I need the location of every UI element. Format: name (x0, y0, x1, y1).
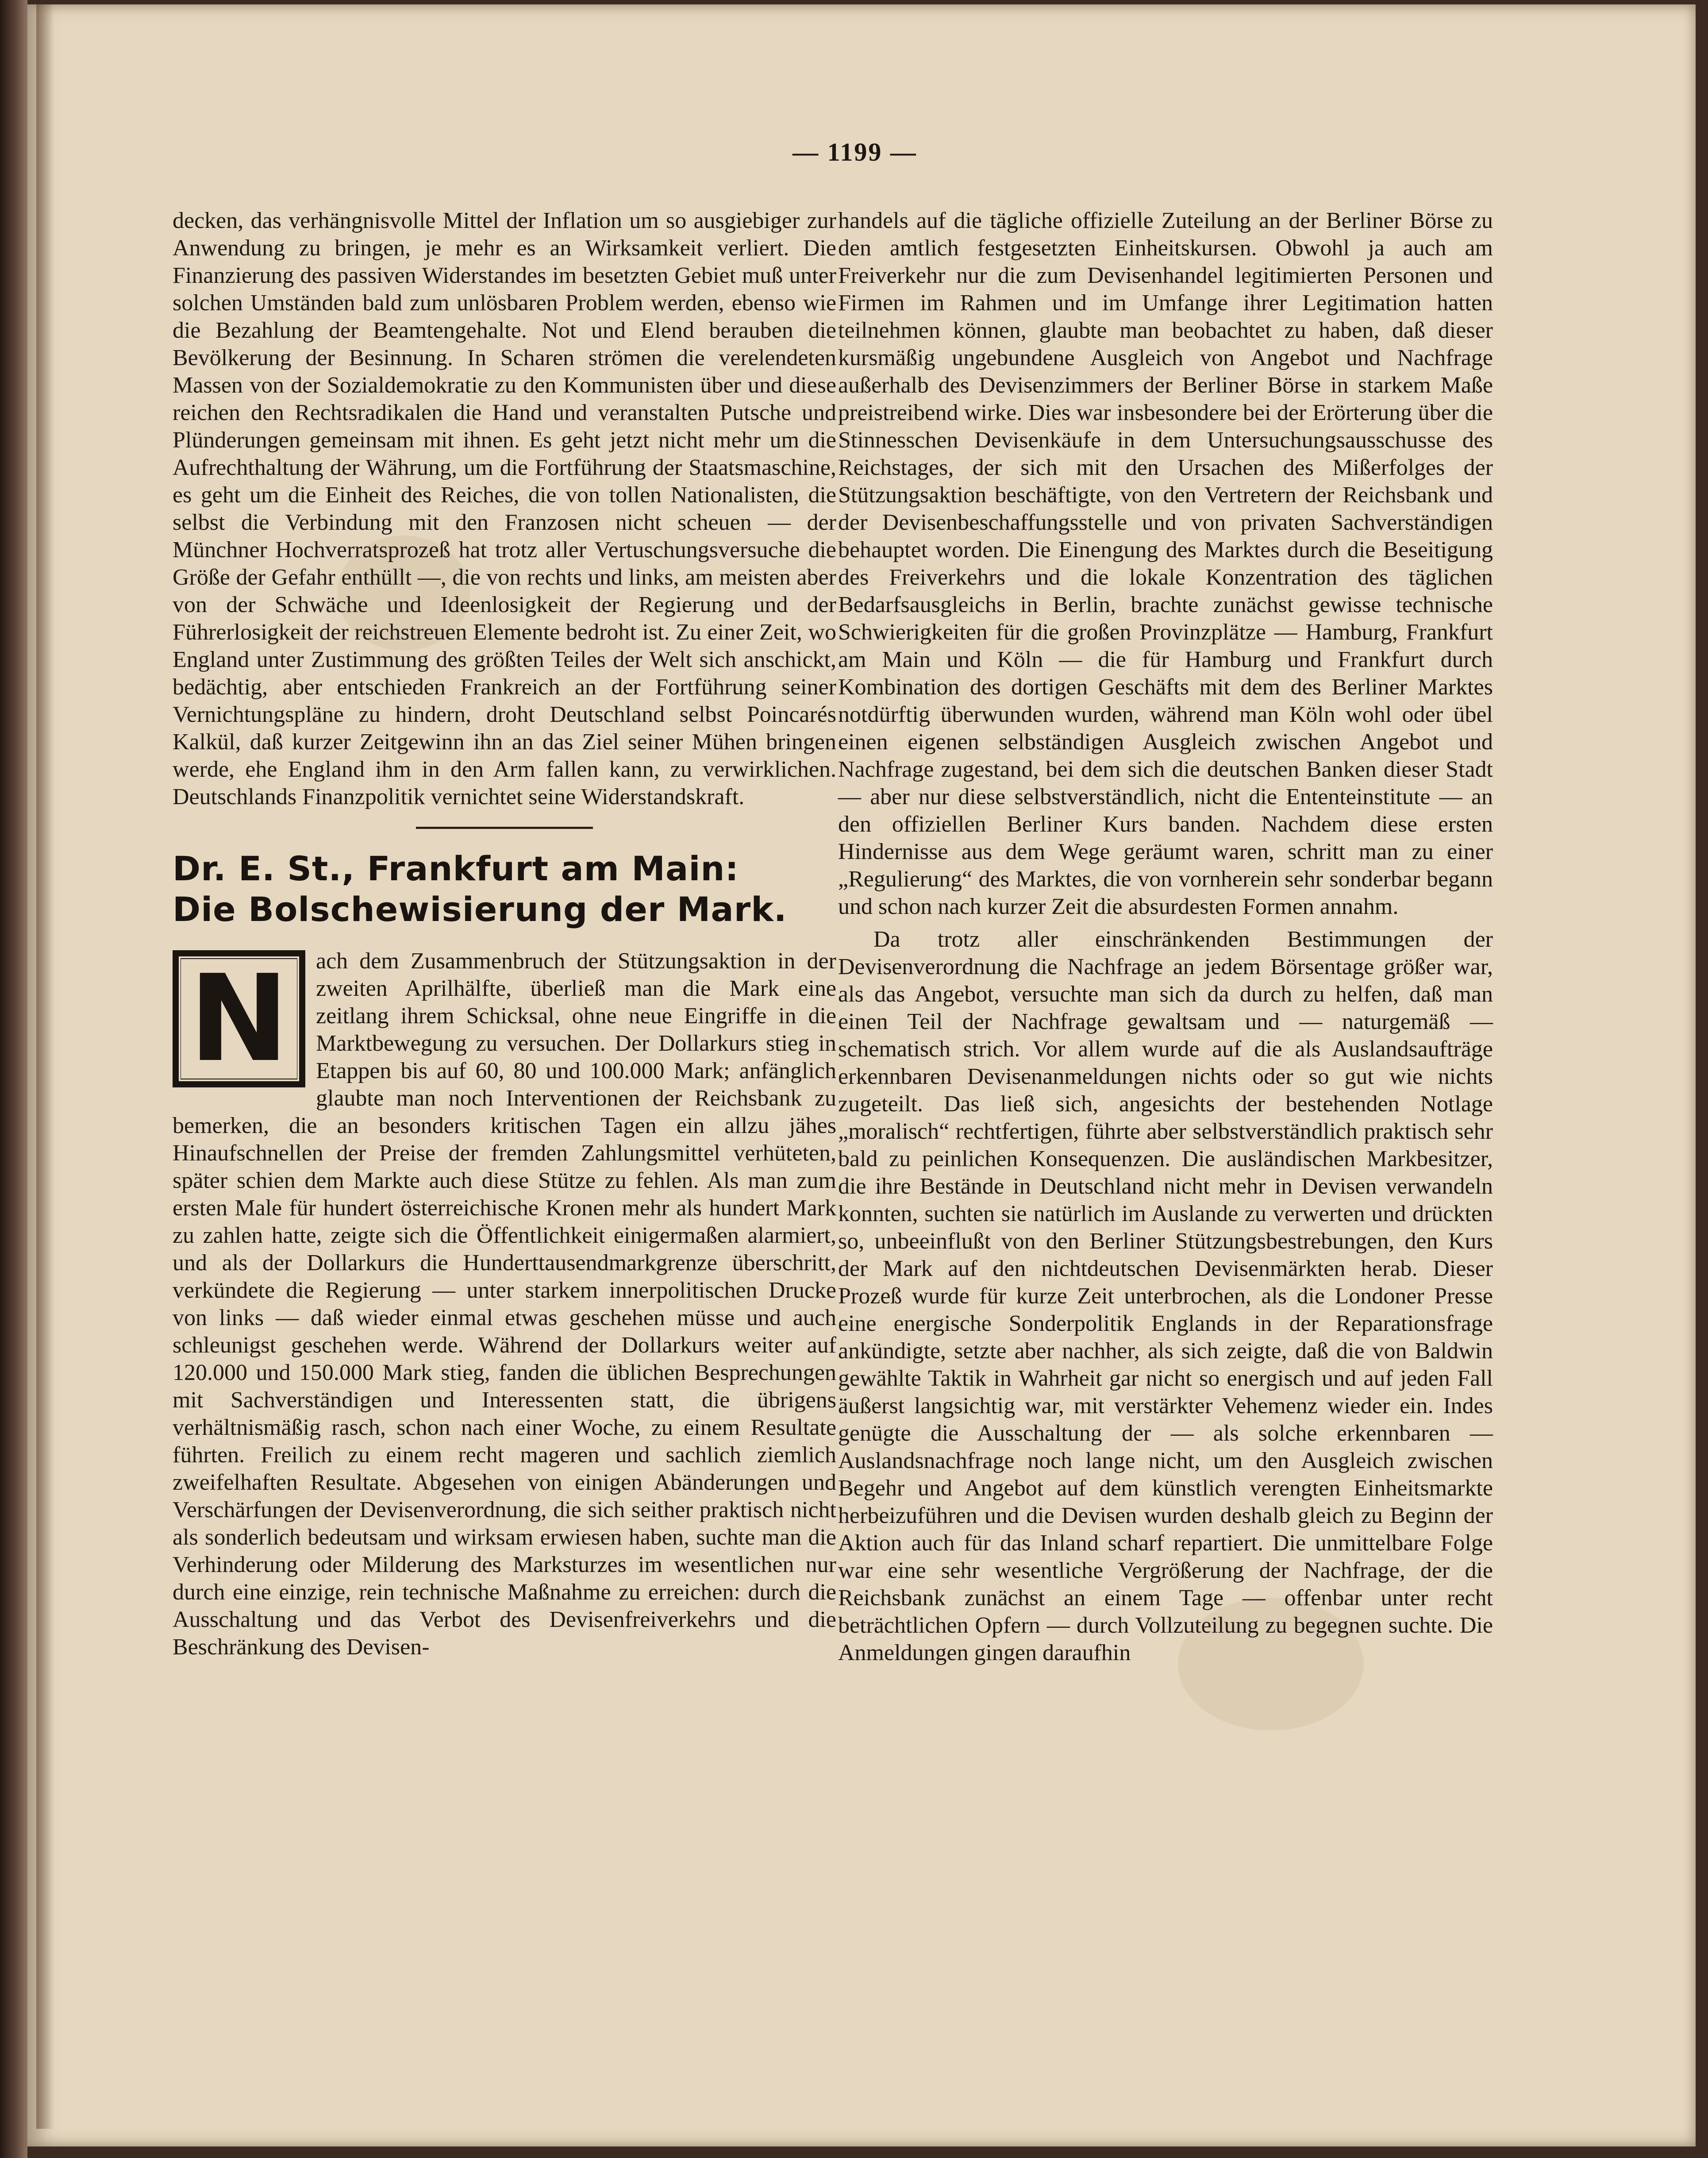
drop-cap-frame (179, 949, 299, 1088)
drop-cap-initial (173, 950, 305, 1087)
article-body-paragraph: ach dem Zusammenbruch der Stützungsaktion in der zweiten Aprilhälfte, überließ man die Mark eine zeitlang ihrem Schicksal, ohne neue Eingriffe in die Marktbewegung zu versuchen. Der Dollarkurs stieg in Etappen bis auf 60, 80 und 100.000 Mark; anfänglich glaubte man noch Interventionen der Reichsbank zu bemerken, die an besonders kritischen Tagen ein allzu jähes Hinaufschnellen der Preise der fremden Zahlungsmittel verhüteten, später schien dem Markte auch diese Stütze zu fehlen. Als man zum ersten Male für hundert österreichische Kronen mehr als hundert Mark zu zahlen hatte, zeigte sich die Öffentlichkeit einigermaßen alarmiert, und als der Dollarkurs die Hunderttausendmarkgrenze überschritt, verkündete die Regierung — unter starkem innerpolitischen Drucke von links — daß wieder einmal etwas geschehen müsse und auch schleunigst geschehen werde. Während der Dollarkurs weiter auf 120.000 und 150.000 Mark stieg, fanden die üblichen Besprechungen mit Sachverständigen und Interessenten statt, die übrigens verhältnismäßig rasch, schon nach einer Woche, zu einem Resultate führten. Freilich zu einem recht mageren und sachlich ziemlich zweifelhaften Resultate. Abgesehen von einigen Abänderungen und Verschärfungen der Devisenverordnung, die sich seither praktisch nicht als sonderlich bedeutsam und wirksam erwiesen haben, suchte man die Verhinderung oder Milderung des Marksturzes im wesentlichen nur durch eine einzige, rein technische Maßnahme zu erreichen: durch die Ausschaltung und das Verbot des Devisenfreiverkehrs und die Beschränkung des Devisen- (173, 948, 836, 1660)
article-headline (173, 848, 836, 930)
book-page (27, 4, 1696, 2146)
left-column (173, 207, 836, 1661)
headline-title: Die Bolschewisierung der Mark. (173, 890, 787, 929)
headline-author: Dr. E. St., Frankfurt am Main: (173, 849, 739, 888)
drop-cap-letter: N (181, 959, 297, 1079)
right-column (838, 207, 1493, 1667)
section-divider (416, 827, 593, 829)
page-fold-shadow (36, 4, 54, 2129)
page-number: — 1199 — (792, 138, 917, 166)
left-intro-paragraph: decken, das verhängnisvolle Mittel der Inflation um so ausgiebiger zur Anwendung zu bringen, je mehr es an Wirksamkeit verliert. Die Finanzierung des passiven Widerstandes im besetzten Gebiet muß unter solchen Umständen bald zum unlösbaren Problem werden, ebenso wie die Bezahlung der Beamtengehalte. Not und Elend berauben die Bevölkerung der Besinnung. In Scharen strömen die verelendeten Massen von der Sozialdemokratie zu den Kommunisten über und diese reichen den Rechtsradikalen die Hand und veranstalten Putsche und Plünderungen gemeinsam mit ihnen. Es geht jetzt nicht mehr um die Aufrechthaltung der Währung, um die Fortführung der Staatsmaschine, es geht um die Einheit des Reiches, die von tollen Nationalisten, die selbst die Verbindung mit den Franzosen nicht scheuen — der Münchner Hochverratsprozeß hat trotz aller Vertuschungsversuche die Größe der Gefahr enthüllt —, die von rechts und links, am meisten aber von der Schwäche und Ideenlosigkeit der Regierung und der Führerlosigkeit der reichstreuen Elemente bedroht ist. Zu einer Zeit, wo England unter Zustimmung des größten Teiles der Welt sich anschickt, bedächtig, aber entschieden Frankreich an der Fortführung seiner Vernichtungspläne zu hindern, droht Deutschland selbst Poincarés Kalkül, daß kurzer Zeitgewinn ihn an das Ziel seiner Mühen bringen werde, ehe England ihm in den Arm fallen kann, zu verwirklichen. Deutschlands Finanzpolitik vernichtet seine Widerstandskraft. (173, 208, 836, 809)
book-spine (0, 0, 27, 2158)
right-paragraph-1: handels auf die tägliche offizielle Zuteilung an der Berliner Börse zu den amtlich festgesetzten Einheitskursen. Obwohl ja auch am Freiverkehr nur die zum Devisenhandel legitimierten Personen und Firmen im Rahmen und im Umfange ihrer Legitimation hatten teilnehmen können, glaubte man beobachtet zu haben, daß dieser kursmäßig ungebundene Ausgleich von Angebot und Nachfrage außerhalb des Devisenzimmers der Berliner Börse in starkem Maße preistreibend wirke. Dies war insbesondere bei der Erörterung über die Stinnesschen Devisenkäufe in dem Untersuchungsausschusse des Reichstages, der sich mit den Ursachen des Mißerfolges der Stützungsaktion beschäftigte, von den Vertretern der Reichsbank und der Devisenbeschaffungsstelle und von privaten Sachverständigen behauptet worden. Die Einengung des Marktes durch die Beseitigung des Freiverkehrs und die lokale Konzentration des täglichen Bedarfsausgleichs in Berlin, brachte zunächst gewisse technische Schwierigkeiten für die großen Provinzplätze — Hamburg, Frankfurt am Main und Köln — die für Hamburg und Frankfurt durch Kombination des dortigen Geschäfts mit dem des Berliner Marktes notdürftig überwunden wurden, während man Köln wohl oder übel einen eigenen selbständigen Ausgleich zwischen Angebot und Nachfrage zugestand, bei dem sich die deutschen Banken dieser Stadt — aber nur diese selbstverständlich, nicht die Ententeinstitute — an den offiziellen Berliner Kurs banden. Nachdem diese ersten Hindernisse aus dem Wege geräumt waren, schritt man zu einer „Regulierung“ des Marktes, die von vornherein sehr sonderbar begann und schon nach kurzer Zeit die absurdesten Formen annahm. (838, 208, 1493, 919)
right-paragraph-2: Da trotz aller einschränkenden Bestimmungen der Devisenverordnung die Nachfrage an jedem Börsentage größer war, als das Angebot, versuchte man sich da durch zu helfen, daß man einen Teil der Nachfrage gewaltsam und — naturgemäß — schematisch strich. Vor allem wurde auf die als Auslandsaufträge erkennbaren Devisenanmeldungen nichts oder so gut wie nichts zugeteilt. Das ließ sich, angesichts der bestehenden Notlage „moralisch“ rechtfertigen, führte aber selbstverständlich praktisch sehr bald zu peinlichen Konsequenzen. Die ausländischen Markbesitzer, die ihre Bestände in Deutschland nicht mehr in Devisen verwandeln konnten, suchten sie natürlich im Auslande zu verwerten und drückten so, unbeeinflußt von den Berliner Stützungsbestrebungen, den Kurs der Mark auf den nichtdeutschen Devisenmärkten herab. Dieser Prozeß wurde für kurze Zeit unterbrochen, als die Londoner Presse eine energische Sonderpolitik Englands in der Reparationsfrage ankündigte, setzte aber nachher, als sich zeigte, daß die von Baldwin gewählte Taktik in Wahrheit gar nicht so energisch und auf jeden Fall äußerst langsichtig war, mit verstärkter Vehemenz wieder ein. Indes genügte die Ausschaltung der — als solche erkennbaren — Auslandsnachfrage noch lange nicht, um den Ausgleich zwischen Begehr und Angebot auf dem künstlich verengten Einheitsmarkte herbeizuführen und die Devisen wurden deshalb gleich zu Beginn der Aktion auch für das Inland scharf repartiert. Die unmittelbare Folge war eine sehr wesentliche Vergrößerung der Nachfrage, der die Reichsbank zunächst an einem Tage — offenbar unter recht beträchtlichen Opfern — durch Vollzuteilung zu begegnen suchte. Die Anmeldungen gingen daraufhin (838, 927, 1493, 1665)
